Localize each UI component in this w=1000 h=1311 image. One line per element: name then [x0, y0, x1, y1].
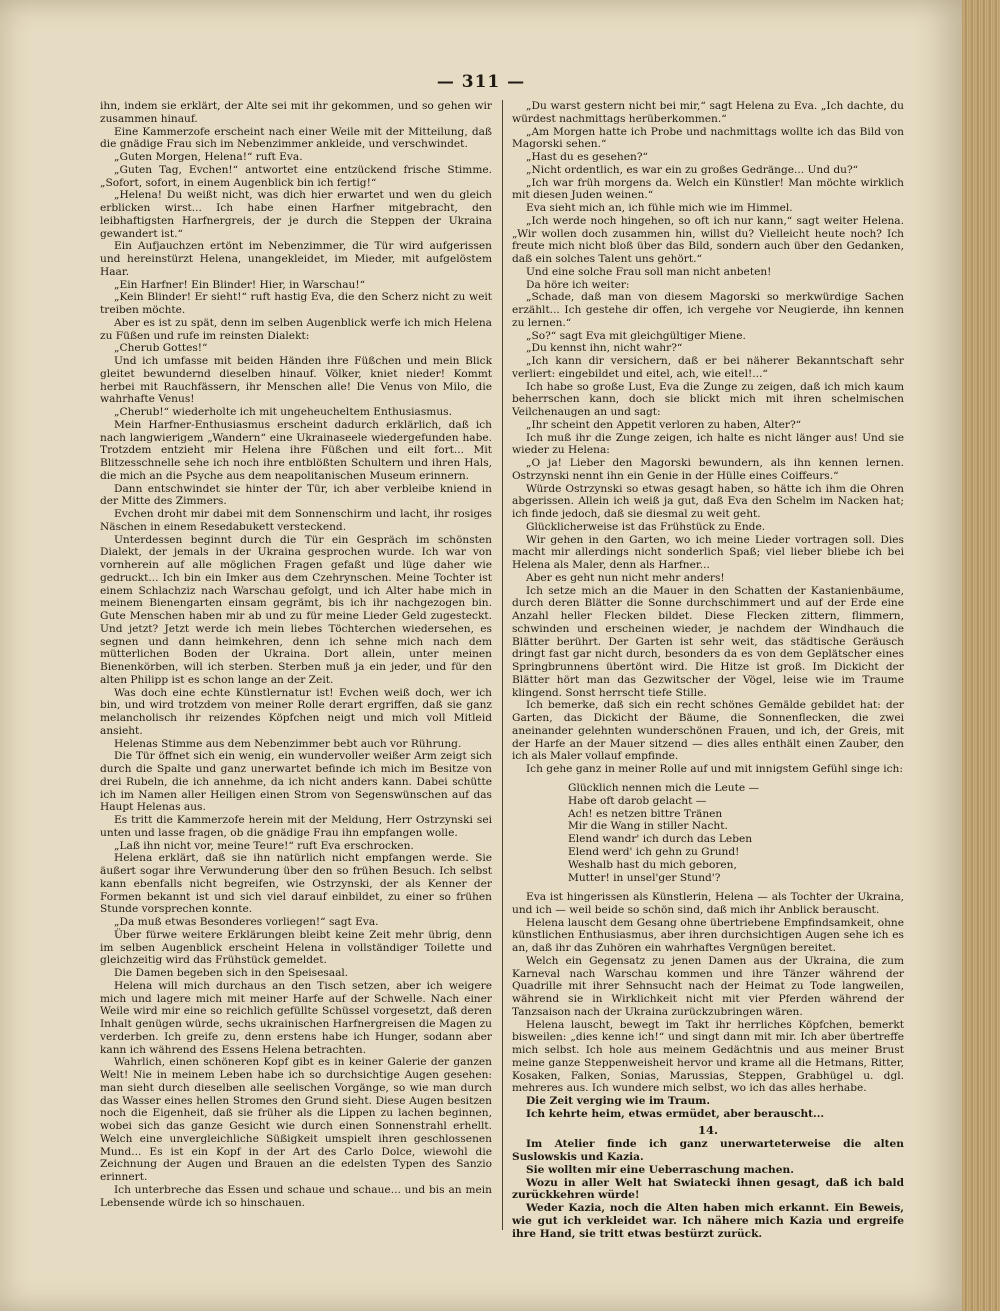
paragraph: Ich habe so große Lust, Eva die Zunge zu zeigen, daß ich mich kaum beherrschen kann, doch sie blickt mich mit ihren schelmischen Veilchenaugen an und sagt: [512, 380, 904, 418]
paragraph: Eva sieht mich an, ich fühle mich wie im Himmel. [526, 202, 793, 214]
section-number: 14. [697, 1122, 718, 1137]
paragraph: Ich bemerke, daß sich ein recht schönes Gemälde gebildet hat: der Garten, das Dickicht der Bäume, die Sonnenflecken, die zwei aneinander gelehnten wunderschönen Frauen, und ich, der Greis, mit der Harfe an der Mauer sitzend — dies alles enthält einen Zauber, den ich als Maler vollauf empfinde. [512, 699, 904, 763]
paragraph: Über fürwe weitere Erklärungen bleibt keine Zeit mehr übrig, denn im selben Augenblick erscheint Helena in vollständiger Toilette und gleichzeitig wird das Frühstück gemeldet. [100, 928, 492, 967]
paragraph: Im Atelier finde ich ganz unerwarteterweise die alten Suslowskis und Kazia. [512, 1138, 904, 1163]
paragraph: „Guten Tag, Evchen!“ antwortet eine entzückend frische Stimme. „Sofort, sofort, in einem Augenblick bin ich fertig!“ [100, 163, 492, 189]
book-edge [962, 0, 1000, 1311]
paragraph: „Cherub Gottes!“ [114, 342, 208, 355]
poem-line: Glücklich nennen mich die Leute — [568, 781, 760, 794]
paragraph: „Ich werde noch hingehen, so oft ich nur kann,“ sagt weiter Helena. „Wir wollen doch zusammen hin, willst du? Vielleicht heute noch? Ich freute mich nicht bloß über das Bild, sondern auch über den Gedanken, daß ein solches Talent uns gehört.“ [512, 214, 904, 265]
paragraph: „Ein Harfner! Ein Blinder! Hier, in Warschau!“ [114, 278, 366, 291]
poem [568, 782, 904, 885]
page-number: — 311 — [436, 72, 526, 92]
paragraph: Und ich umfasse mit beiden Händen ihre Füßchen und mein Blick gleitet bewundernd dieselben hinauf. Völker, kniet nieder! Kommt herbei mit Rauchfässern, ihr Menschen alle! Die Venus von Milo, die wahrhafte Venus! [100, 355, 492, 406]
paragraph: Eva ist hingerissen als Künstlerin, Helena — als Tochter der Ukraina, und ich — weil beide so schön sind, daß mich ihr Anblick berauscht. [512, 891, 904, 916]
poem-line: Mir die Wang in stiller Nacht. [568, 820, 728, 833]
paragraph: „Ich kann dir versichern, daß er bei näherer Bekanntschaft sehr verliert: eingebildet und eitel, ach, wie eitel!...“ [512, 355, 904, 380]
paragraph: Welch ein Gegensatz zu jenen Damen aus der Ukraina, die zum Karneval nach Warschau kommen und ihre Tänzer während der Quadrille mit ihrer Sehnsucht nach der Heimat zu Tode langweilen, während sie in Wirklichkeit nicht mit vier Pferden während der Tanzsaison nach der Ukraina zurückzubringen wären. [512, 954, 904, 1018]
poem-line: Mutter! in unsel'ger Stund'? [568, 872, 721, 885]
paragraph: Aber es geht nun nicht mehr anders! [526, 571, 725, 584]
paragraph: „Schade, daß man von diesem Magorski so merkwürdige Sachen erzählt... Ich gestehe dir offen, ich vergehe vor Neugierde, ihn kennen zu lernen.“ [512, 291, 904, 329]
paragraph: „Du warst gestern nicht bei mir,“ sagt Helena zu Eva. „Ich dachte, du würdest nachmittags herüberkommen.“ [512, 100, 904, 125]
left-column [100, 100, 492, 1230]
poem-line: Elend werd' ich gehn zu Grund! [568, 846, 740, 859]
paragraph: Helena lauscht, bewegt im Takt ihr herrliches Köpfchen, bemerkt bisweilen: „dies kenne ich!“ und singt dann mit mir. Ich aber übertreffe mich selbst. Ich hole aus meinem Gedächtnis und aus meiner Brust meine ganze Steppenweisheit hervor und krame all die Hetmans, Ritter, Kosaken, Falken, Sonias, Marussias, Steppen, Grabhügel u. dgl. mehreres aus. Ich wundere mich selbst, wo ich das alles herhabe. [512, 1018, 904, 1095]
paragraph: Helena erklärt, daß sie ihn natürlich nicht empfangen werde. Sie äußert sogar ihre Verwunderung über den so frühen Besuch. Ich selbst kann ebenfalls nicht begreifen, wie Ostrzynski, der als Kenner der Formen bekannt ist und sich viel darauf einbildet, zu einer so frühen Stunde vorsprechen konnte. [100, 852, 492, 916]
paragraph: „Ihr scheint den Appetit verloren zu haben, Alter?“ [526, 418, 802, 431]
paragraph: Ich gehe ganz in meiner Rolle auf und mit innigstem Gefühl singe ich: [526, 763, 903, 775]
paragraph: „Kein Blinder! Er sieht!“ ruft hastig Eva, die den Scherz nicht zu weit treiben möchte. [100, 291, 492, 316]
paragraph: Die Tür öffnet sich ein wenig, ein wundervoller weißer Arm zeigt sich durch die Spalte und ganz unerwartet befinde ich mich im Besitze von drei Rubeln, die ich annehme, da ich nicht anders kann. Dabei schütte ich im Namen aller Heiligen einen Strom von Segenswünschen auf das Haupt Helenas aus. [100, 750, 492, 814]
paragraph: Helena will mich durchaus an den Tisch setzen, aber ich weigere mich und lagere mich mit meiner Harfe auf der Schwelle. Nach einer Weile wird mir eine so reichlich gefüllte Schüssel vorgesetzt, daß deren Inhalt genügen würde, sechs ukrainischen Harfnergreisen die Magen zu verderben. Ich greife zu, denn erstens habe ich Hunger, sodann aber kann ich während des Essens Helena betrachten. [100, 979, 492, 1056]
paragraph: Was doch eine echte Künstlernatur ist! Evchen weiß doch, wer ich bin, und wird trotzdem von meiner Rolle derart ergriffen, daß sie ganz melancholisch ihr reizendes Köpfchen neigt und mich voll Mitleid ansieht. [100, 686, 492, 737]
paragraph: „Hast du es gesehen?“ [526, 151, 648, 163]
paragraph: ihn, indem sie erklärt, der Alte sei mit ihr gekommen, und so gehen wir zusammen hinauf. [100, 100, 492, 125]
paragraph: Mein Harfner-Enthusiasmus erscheint dadurch erklärlich, daß ich nach langwierigem „Wandern“ eine Ukrainaseele wiedergefunden habe. Trotzdem entzieht mir Helena ihre Füßchen und eilt fort... Mit Blitzesschnelle sehe ich noch ihre entblößten Schultern und ihren Hals, die mich an die Psyche aus dem neapolitanischen Museum erinnern. [100, 418, 492, 482]
paragraph: Würde Ostrzynski so etwas gesagt haben, so hätte ich ihm die Ohren abgerissen. Allein ich weiß ja gut, daß Eva den Schelm im Nacken hat; ich finde jedoch, daß sie diesmal zu weit geht. [512, 482, 904, 520]
paragraph: „Cherub!“ wiederholte ich mit ungeheucheltem Enthusiasmus. [114, 406, 452, 418]
paragraph: Ein Aufjauchzen ertönt im Nebenzimmer, die Tür wird aufgerissen und hereinstürzt Helena, unangekleidet, im Mieder, mit aufgelöstem Haar. [100, 240, 492, 278]
paragraph: „So?“ sagt Eva mit gleichgültiger Miene. [526, 329, 746, 342]
paragraph: „Am Morgen hatte ich Probe und nachmittags wollte ich das Bild von Magorski sehen.“ [512, 125, 904, 151]
paragraph: Glücklicherweise ist das Frühstück zu Ende. [526, 520, 766, 533]
paragraph: Evchen droht mir dabei mit dem Sonnenschirm und lacht, ihr rosiges Näschen in einem Resedabukett versteckend. [100, 508, 492, 533]
paragraph: Da höre ich weiter: [526, 278, 630, 291]
paragraph: Die Zeit verging wie im Traum. [526, 1095, 711, 1107]
paragraph: Sie wollten mir eine Ueberraschung machen. [526, 1163, 794, 1176]
paragraph: „Helena! Du weißt nicht, was dich hier erwartet und wen du gleich erblicken wirst... Ich habe einen Harfner mitgebracht, den leibhaftigsten Harfnergreis, der je durch die Steppen der Ukraina gewandert ist.“ [100, 189, 492, 240]
poem-line: Elend wandr' ich durch das Leben [568, 833, 753, 846]
paragraph: Wahrlich, einen schöneren Kopf gibt es in keiner Galerie der ganzen Welt! Nie in meinem Leben habe ich so durchsichtige Augen gesehen: man sieht durch dieselben alle seelischen Vorgänge, so wie man durch das Wasser eines hellen Stromes den Grund sieht. Diese Augen besitzen noch die Eigenheit, daß sie früher als die Lippen zu lachen beginnen, wobei sich das ganze Gesicht wie durch einen Sonnenstrahl erhellt. Welch eine unvergleichliche Süßigkeit umspielt ihren geschlossenen Mund... Es ist ein Kopf in der Art des Carlo Dolce, wiewohl die Zeichnung der Augen und Brauen an die edelsten Typen des Sanzio erinnert. [100, 1056, 492, 1183]
paragraph: „Laß ihn nicht vor, meine Teure!“ ruft Eva erschrocken. [114, 839, 414, 852]
paragraph: „Da muß etwas Besonderes vorliegen!“ sagt Eva. [114, 916, 379, 928]
paragraph: Dann entschwindet sie hinter der Tür, ich aber verbleibe kniend in der Mitte des Zimmers. [100, 482, 492, 508]
paragraph: Ich unterbreche das Essen und schaue und schaue... und bis an mein Lebensende würde ich so hinschauen. [100, 1183, 492, 1209]
paragraph: Helena lauscht dem Gesang ohne übertriebene Empfindsamkeit, ohne künstlichen Enthusiasmus, aber ihren durchsichtigen Augen sehe ich es an, daß ihr das Zuhören ein wahrhaftes Vergnügen bereitet. [512, 916, 904, 954]
paragraph: Wozu in aller Welt hat Swiatecki ihnen gesagt, daß ich bald zurückkehren würde! [512, 1176, 904, 1202]
paragraph: Ich kehrte heim, etwas ermüdet, aber berauscht... [526, 1107, 825, 1120]
paragraph: Aber es ist zu spät, denn im selben Augenblick werfe ich mich Helena zu Füßen und rufe im reinsten Dialekt: [100, 316, 492, 342]
poem-line: Weshalb hast du mich geboren, [568, 859, 737, 872]
paragraph: Ich muß ihr die Zunge zeigen, ich halte es nicht länger aus! Und sie wieder zu Helena: [512, 431, 904, 457]
paragraph: Es tritt die Kammerzofe herein mit der Meldung, Herr Ostrzynski sei unten und lasse fragen, ob die gnädige Frau ihn empfangen wolle. [100, 814, 492, 839]
paragraph: Eine Kammerzofe erscheint nach einer Weile mit der Mitteilung, daß die gnädige Frau sich im Nebenzimmer ankleide, und verschwindet. [100, 125, 492, 151]
paragraph: Unterdessen beginnt durch die Tür ein Gespräch im schönsten Dialekt, der jemals in der Ukraina gesprochen wurde. Ich war von vornherein auf alle möglichen Fragen gefaßt und lüge daher wie gedruckt... Ich bin ein Imker aus dem Czehrynschen. Meine Tochter ist einem Schlachziz nach Warschau gefolgt, und ich Alter habe mich in meinem Bienengarten einsam gegrämt, bis ich ihr nachgezogen bin. Gute Menschen haben mir ab und zu für meine Lieder Geld zugesteckt. Und jetzt? Jetzt werde ich mein liebes Töchterchen wiedersehen, es segnen und dann heimkehren, denn ich sehne mich nach dem mütterlichen Boden der Ukraina. Dort allein, unter meinen Bienenkörben, will ich sterben. Sterben muß ja ein jeder, und für den alten Philipp ist es schon lange an der Zeit. [100, 533, 492, 686]
paragraph: „Guten Morgen, Helena!“ ruft Eva. [114, 151, 303, 163]
paragraph: „O ja! Lieber den Magorski bewundern, als ihn kennen lernen. Ostrzynski nennt ihn ein Genie in der Hülle eines Coiffeurs.“ [512, 457, 904, 482]
poem-line: Ach! es netzen bittre Tränen [568, 807, 723, 820]
paragraph: „Du kennst ihn, nicht wahr?“ [526, 342, 683, 355]
poem-line: Habe oft darob gelacht — [568, 794, 707, 807]
right-column [512, 100, 904, 1240]
paragraph: Und eine solche Frau soll man nicht anbeten! [526, 265, 772, 278]
paragraph: Die Damen begeben sich in den Speisesaal. [114, 967, 349, 979]
paragraph: Ich setze mich an die Mauer in den Schatten der Kastanienbäume, durch deren Blätter die Sonne durchschimmert und auf der Erde eine Anzahl heller Flecken bildet. Diese Flecken zittern, flimmern, schwinden und erscheinen wieder, je nachdem der Windhauch die Blätter berührt. Der Garten ist sehr weit, das städtische Geräusch dringt fast gar nicht durch, besonders da es von dem Geplätscher eines Springbrunnens übertönt wird. Die Hitze ist groß. Im Dickicht der Blätter hört man das Gezwitscher der Vögel, leise wie im Traume klingend. Sonst herrscht tiefe Stille. [512, 584, 904, 699]
column-divider [502, 100, 503, 1230]
paragraph: Weder Kazia, noch die Alten haben mich erkannt. Ein Beweis, wie gut ich verkleidet war. Ich nähere mich Kazia und ergreife ihre Hand, sie tritt etwas bestürzt zurück. [512, 1202, 904, 1240]
paragraph: „Ich war früh morgens da. Welch ein Künstler! Man möchte wirklich mit diesen Juden weinen.“ [512, 176, 904, 202]
paragraph: Wir gehen in den Garten, wo ich meine Lieder vortragen soll. Dies macht mir allerdings nicht sonderlich Spaß; viel lieber bliebe ich bei Helena als Maler, denn als Harfner... [512, 533, 904, 571]
paragraph: „Nicht ordentlich, es war ein zu großes Gedränge... Und du?“ [526, 163, 859, 176]
paragraph: Helenas Stimme aus dem Nebenzimmer bebt auch vor Rührung. [114, 737, 462, 750]
